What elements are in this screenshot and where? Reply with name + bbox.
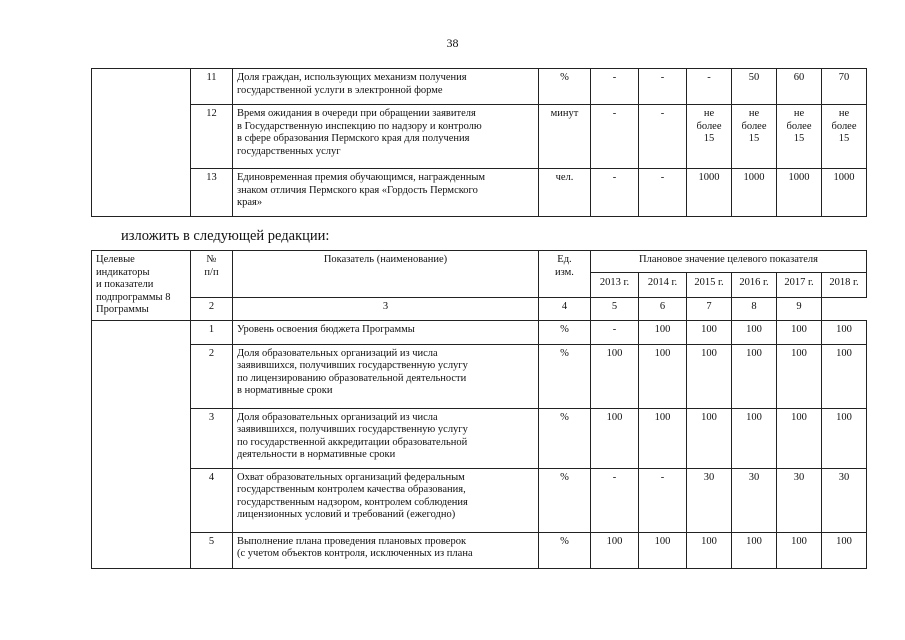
indicator-name-line: деятельности в нормативные сроки [237, 449, 396, 460]
value-cell [777, 105, 822, 169]
indicator-name-line: государственным надзором, контролем соблюдения [237, 496, 468, 508]
value-cell: 100 [639, 532, 687, 568]
unit-header-line: изм. [555, 266, 574, 278]
value-cell: 100 [687, 408, 732, 468]
indicator-name [233, 532, 539, 568]
indicator-name [233, 169, 539, 217]
plan-header-cell: Плановое значение целевого показателя [591, 251, 867, 273]
value-cell [687, 105, 732, 169]
indicator-name-line: знаком отличия Пермского края «Гордость Пермского [237, 184, 478, 196]
value-cell: 100 [732, 320, 777, 344]
table-row [92, 532, 867, 568]
table-row [92, 468, 867, 532]
row-number: 11 [191, 69, 233, 105]
year-header-cell: 2016 г. [732, 273, 777, 298]
left-header-line: подпрограммы 8 [96, 291, 171, 303]
value-cell: 30 [822, 468, 867, 532]
value-cell: 100 [777, 532, 822, 568]
row-number: 12 [191, 105, 233, 169]
indicator-name-line: Доля образовательных организаций из числа [237, 411, 438, 423]
indicator-name [233, 69, 539, 105]
left-header-line: Целевые [96, 254, 135, 265]
value-cell: 100 [822, 532, 867, 568]
table-row [92, 69, 867, 105]
value-cell: 100 [732, 344, 777, 408]
indicator-name [233, 468, 539, 532]
unit-header-cell [539, 251, 591, 298]
value-cell: 100 [687, 344, 732, 408]
table-row [92, 344, 867, 408]
value-cell: 30 [777, 468, 822, 532]
value-cell: - [591, 69, 639, 105]
indicator-name-line: (с учетом объектов контроля, исключенных из плана [237, 548, 473, 559]
value-cell: 30 [687, 468, 732, 532]
year-header-cell: 2015 г. [687, 273, 732, 298]
value-line: не [838, 108, 850, 119]
column-number-cell: 8 [732, 298, 777, 321]
value-cell: 100 [732, 408, 777, 468]
value-cell: 100 [777, 408, 822, 468]
value-line: 15 [793, 133, 805, 144]
indicator-name-line: Охват образовательных организаций федеральным [237, 471, 465, 483]
indicator-name [233, 344, 539, 408]
value-cell [732, 105, 777, 169]
value-cell: - [687, 69, 732, 105]
value-cell: 100 [591, 344, 639, 408]
value-line: не [703, 108, 715, 119]
indicator-name-line: в Государственную инспекцию по надзору и контролю [237, 120, 482, 132]
value-cell: - [591, 169, 639, 217]
value-line: более [831, 120, 857, 132]
table-row [92, 408, 867, 468]
value-cell: 60 [777, 69, 822, 105]
value-cell: - [639, 468, 687, 532]
year-header-cell: 2013 г. [591, 273, 639, 298]
indicator-name-line: Выполнение плана проведения плановых проверок [237, 535, 467, 547]
value-cell: - [639, 105, 687, 169]
value-cell: - [591, 468, 639, 532]
table-row [92, 169, 867, 217]
indicator-name-line: Доля граждан, использующих механизм получения [237, 72, 467, 83]
blank-left-cell [92, 320, 191, 568]
left-header-cell [92, 251, 191, 321]
column-number-cell: 6 [639, 298, 687, 321]
left-header-line: индикаторы [96, 266, 150, 278]
year-header-cell: 2014 г. [639, 273, 687, 298]
table-row [92, 105, 867, 169]
indicator-name-line: Уровень освоения бюджета Программы [237, 323, 415, 335]
value-cell: 100 [591, 408, 639, 468]
indicator-name-line: в нормативные сроки [237, 385, 333, 396]
name-header-cell: Показатель (наименование) [233, 251, 539, 298]
unit-cell: чел. [539, 169, 591, 217]
indicator-name-line: Доля образовательных организаций из числа [237, 347, 438, 359]
indicator-name-line: края» [237, 197, 263, 208]
year-header-cell: 2018 г. [822, 273, 867, 298]
value-line: 15 [748, 133, 760, 144]
value-cell: 100 [777, 344, 822, 408]
num-header-line: п/п [204, 266, 219, 278]
blank-left-cell [92, 69, 191, 217]
unit-cell: % [539, 344, 591, 408]
indicator-name-line: по лицензированию образовательной деятельности [237, 372, 467, 384]
num-header-line: № [206, 254, 217, 265]
value-cell: 1000 [687, 169, 732, 217]
value-cell: 1000 [822, 169, 867, 217]
column-number-cell: 2 [191, 298, 233, 321]
row-number: 13 [191, 169, 233, 217]
value-cell: 100 [591, 532, 639, 568]
indicator-name [233, 408, 539, 468]
value-cell: 100 [687, 532, 732, 568]
value-line: 15 [703, 133, 715, 144]
column-number-cell: 9 [777, 298, 822, 321]
row-number: 4 [191, 468, 233, 532]
row-number: 3 [191, 408, 233, 468]
indicator-name [233, 320, 539, 344]
value-cell: - [639, 69, 687, 105]
value-cell: 100 [732, 532, 777, 568]
indicator-name-line: государственных услуг [237, 145, 341, 157]
indicator-name-line: по государственной аккредитации образовательной [237, 436, 468, 448]
unit-header-line: Ед. [557, 254, 572, 265]
table-row [92, 320, 867, 344]
indicator-name-line: заявившихся, получивших государственную услугу [237, 360, 468, 371]
value-cell: 50 [732, 69, 777, 105]
value-cell: 100 [687, 320, 732, 344]
value-cell: 1000 [777, 169, 822, 217]
value-cell: 100 [822, 408, 867, 468]
value-cell: 100 [822, 344, 867, 408]
value-line: более [696, 120, 722, 132]
num-header-cell [191, 251, 233, 298]
value-cell: 100 [639, 344, 687, 408]
column-number-cell: 5 [591, 298, 639, 321]
year-header-cell: 2017 г. [777, 273, 822, 298]
value-cell [822, 105, 867, 169]
indicator-name [233, 105, 539, 169]
value-line: не [793, 108, 805, 119]
value-cell: 1000 [732, 169, 777, 217]
unit-cell: % [539, 468, 591, 532]
value-cell: 100 [639, 408, 687, 468]
value-cell: 70 [822, 69, 867, 105]
row-number: 1 [191, 320, 233, 344]
left-header-line: Программы [96, 304, 149, 315]
main-indicator-table [91, 250, 867, 569]
value-line: более [786, 120, 812, 132]
row-number: 5 [191, 532, 233, 568]
indicator-name-line: заявившихся, получивших государственную услугу [237, 424, 468, 435]
page-number: 38 [446, 36, 459, 50]
indicator-name-line: Единовременная премия обучающимся, награжденным [237, 172, 486, 183]
indicator-name-line: государственной услуги в электронной форме [237, 84, 443, 96]
value-line: более [741, 120, 767, 132]
value-cell: - [591, 320, 639, 344]
column-number-cell: 4 [539, 298, 591, 321]
value-cell: 30 [732, 468, 777, 532]
intro-text: изложить в следующей редакции: [121, 228, 330, 244]
indicator-name-line: государственным контролем качества образования, [237, 484, 466, 495]
unit-cell: % [539, 532, 591, 568]
row-number: 2 [191, 344, 233, 408]
column-number-cell: 7 [687, 298, 732, 321]
value-cell: 100 [639, 320, 687, 344]
value-cell: 100 [777, 320, 822, 344]
value-line: 15 [838, 133, 850, 144]
indicator-name-line: в сфере образования Пермского края для получения [237, 133, 470, 144]
unit-cell: % [539, 408, 591, 468]
value-cell: - [591, 105, 639, 169]
indicator-name-line: лицензионных условий и требований (ежегодно) [237, 509, 456, 520]
column-number-cell: 3 [233, 298, 539, 321]
unit-cell: % [539, 69, 591, 105]
value-cell: 100 [822, 320, 867, 344]
unit-cell: % [539, 320, 591, 344]
left-header-line: и показатели [96, 279, 154, 290]
unit-cell: минут [539, 105, 591, 169]
value-cell: - [639, 169, 687, 217]
value-line: не [748, 108, 760, 119]
top-indicator-table [91, 68, 867, 217]
indicator-name-line: Время ожидания в очереди при обращении заявителя [237, 108, 476, 119]
